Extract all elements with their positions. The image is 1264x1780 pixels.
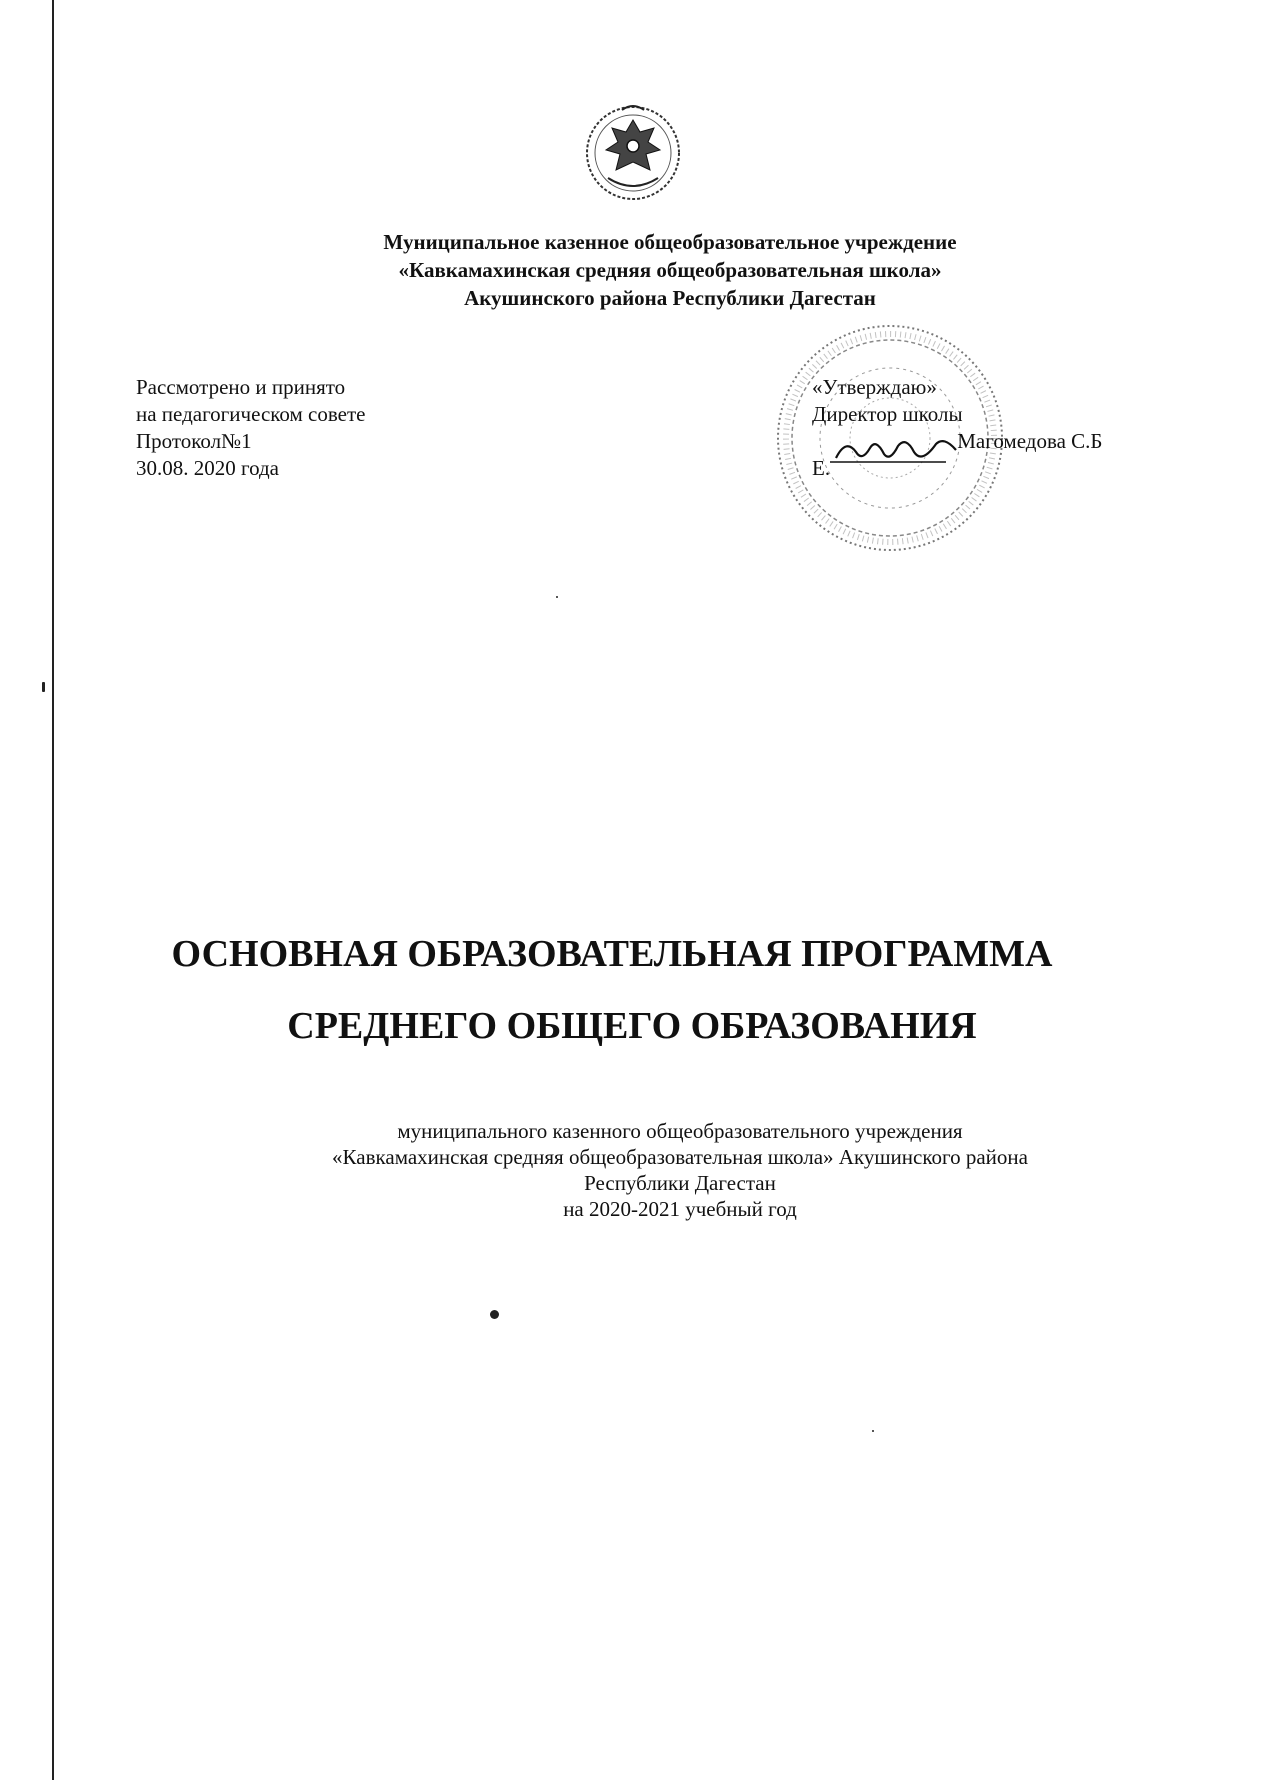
title-line-1: ОСНОВНАЯ ОБРАЗОВАТЕЛЬНАЯ ПРОГРАММА bbox=[171, 933, 1053, 975]
institution-header bbox=[200, 228, 1140, 312]
title-line-2: СРЕДНЕГО ОБЩЕГО ОБРАЗОВАНИЯ bbox=[287, 1005, 977, 1047]
subtitle-line-4: на 2020-2021 учебный год bbox=[563, 1197, 797, 1221]
approve-label: «Утверждаю» bbox=[812, 375, 937, 399]
protocol-number: Протокол№1 bbox=[136, 429, 252, 453]
director-name: Магомедова С.Б bbox=[957, 429, 1103, 453]
handwritten-signature-icon bbox=[826, 434, 966, 468]
document-subtitle bbox=[200, 1118, 1160, 1222]
council-approval-block bbox=[136, 374, 556, 482]
council-line-1: Рассмотрено и принято bbox=[136, 375, 346, 399]
director-title: Директор школы bbox=[812, 402, 963, 426]
scan-edge-line bbox=[52, 0, 54, 1780]
document-title bbox=[100, 918, 1164, 1062]
council-date: 30.08. 2020 года bbox=[136, 456, 279, 480]
institution-line-1: Муниципальное казенное общеобразовательное учреждение bbox=[383, 230, 957, 254]
scan-speck bbox=[872, 1430, 874, 1432]
subtitle-line-3: Республики Дагестан bbox=[584, 1171, 776, 1195]
subtitle-line-1: муниципального казенного общеобразовательного учреждения bbox=[397, 1119, 963, 1143]
institution-line-2: «Кавкамахинская средняя общеобразовательная школа» bbox=[398, 258, 942, 282]
institution-line-3: Акушинского района Республики Дагестан bbox=[464, 286, 876, 310]
subtitle-line-2: «Кавкамахинская средняя общеобразовательная школа» Акушинского района bbox=[332, 1145, 1028, 1169]
director-initial: Е. bbox=[812, 456, 831, 480]
scan-speck bbox=[556, 596, 558, 598]
scan-speck bbox=[42, 682, 45, 692]
council-line-2: на педагогическом совете bbox=[136, 402, 366, 426]
scan-speck bbox=[490, 1310, 499, 1319]
dagestan-coat-of-arms-icon bbox=[578, 98, 688, 208]
